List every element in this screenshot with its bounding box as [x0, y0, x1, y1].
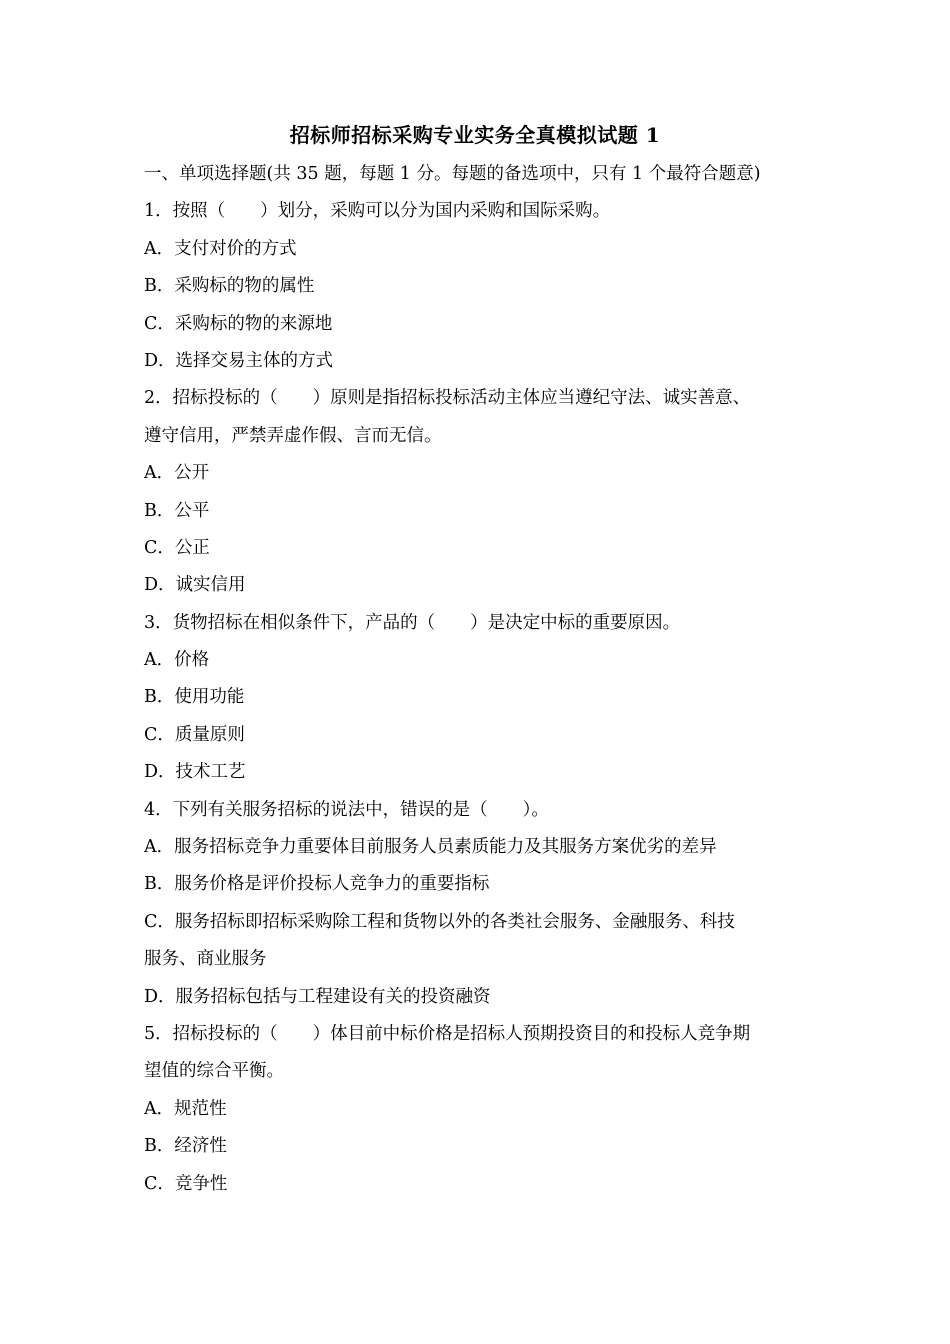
answer-option: B．公平 [144, 500, 210, 521]
question-stem: 4．下列有关服务招标的说法中，错误的是（ ）。 [144, 799, 549, 820]
section-header: 一、单项选择题(共 35 题，每题 1 分。每题的备选项中，只有 1 个最符合题意) [144, 164, 761, 184]
question-stem: 2．招标投标的（ ）原则是指招标投标活动主体应当遵纪守法、诚实善意、 [144, 388, 751, 409]
answer-option: A．公开 [144, 463, 210, 484]
answer-option: A．规范性 [144, 1098, 227, 1119]
question-stem: 1．按照（ ）划分，采购可以分为国内采购和国际采购。 [144, 201, 611, 222]
answer-option: C．采购标的物的来源地 [144, 313, 333, 334]
answer-option: B．经济性 [144, 1136, 227, 1157]
question-stem: 3．货物招标在相似条件下，产品的（ ）是决定中标的重要原因。 [144, 612, 681, 633]
answer-option: D．诚实信用 [144, 575, 246, 596]
answer-option: D．技术工艺 [144, 762, 246, 783]
question-stem-continuation: 望值的综合平衡。 [144, 1061, 284, 1082]
answer-option: A．价格 [144, 650, 210, 671]
answer-option: D．选择交易主体的方式 [144, 350, 334, 371]
document-title: 招标师招标采购专业实务全真模拟试题 1 [289, 123, 661, 147]
answer-option: B．采购标的物的属性 [144, 276, 315, 297]
answer-option: B．服务价格是评价投标人竞争力的重要指标 [144, 874, 490, 895]
question-stem-continuation: 遵守信用，严禁弄虚作假、言而无信。 [144, 425, 442, 446]
answer-option: D．服务招标包括与工程建设有关的投资融资 [144, 986, 491, 1007]
answer-option: A．支付对价的方式 [144, 238, 297, 259]
answer-option-continuation: 服务、商业服务 [144, 949, 267, 970]
answer-option: C．公正 [144, 537, 210, 558]
answer-option: C．质量原则 [144, 724, 245, 745]
question-stem: 5．招标投标的（ ）体目前中标价格是招标人预期投资目的和投标人竞争期 [144, 1023, 751, 1044]
answer-option: C．服务招标即招标采购除工程和货物以外的各类社会服务、金融服务、科技 [144, 911, 735, 932]
answer-option: C．竞争性 [144, 1173, 228, 1194]
answer-option: A．服务招标竞争力重要体目前服务人员素质能力及其服务方案优劣的差异 [144, 837, 717, 858]
answer-option: B．使用功能 [144, 687, 245, 708]
document-body [144, 156, 808, 1203]
